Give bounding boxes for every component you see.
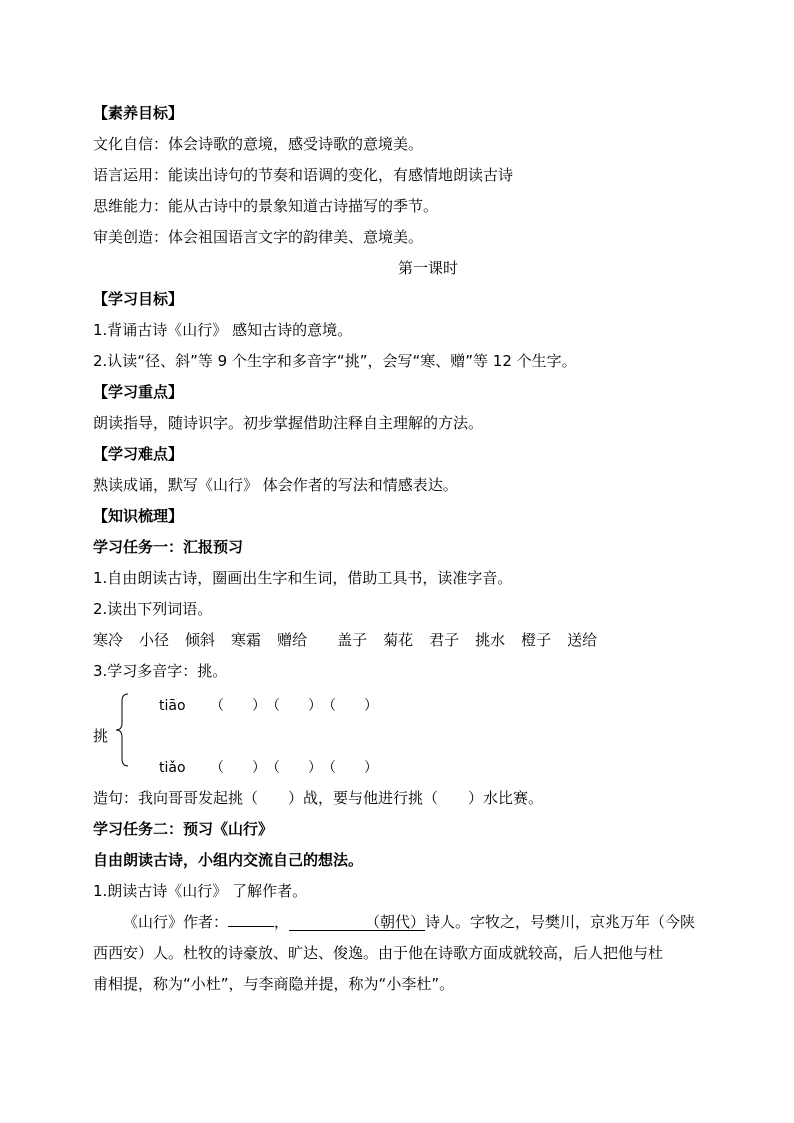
pinyin-row: [159, 695, 378, 715]
focus-text: 朗读指导，随诗识字。初步掌握借助注释自主理解的方法。: [93, 414, 484, 432]
author-paragraph: [93, 907, 703, 938]
literacy-item: 审美创造：体会祖国语言文字的韵律美、意境美。: [93, 228, 424, 246]
author-paragraph-line: 西西安）人。杜牧的诗豪放、旷达、俊逸。由于他在诗歌方面成就较高，后人把他与杜: [93, 944, 664, 962]
answer-blank[interactable]: （ ）: [209, 698, 266, 714]
task1-title: 学习任务一：汇报预习: [93, 538, 244, 556]
word: 送给: [567, 631, 598, 649]
brace-icon: [115, 693, 129, 767]
author-paragraph-line: 甫相提，称为“小杜”，与李商隐并提，称为“小李杜”。: [93, 975, 455, 993]
document-body: [93, 98, 703, 1000]
polyphone-diagram: [93, 687, 703, 783]
task2-title: 学习任务二：预习《山行》: [93, 820, 274, 838]
sentence-exercise: 造句：我向哥哥发起挑（ ）战，要与他进行挑（ ）水比赛。: [93, 789, 544, 807]
word: 寒霜: [231, 631, 262, 649]
goal-item: 1.背诵古诗《山行》 感知古诗的意境。: [93, 321, 353, 339]
dynasty-label: （朝代）: [365, 913, 426, 931]
pinyin: tiǎo: [159, 760, 186, 776]
word-list: [93, 625, 703, 656]
answer-blank[interactable]: （ ）: [265, 760, 322, 776]
word: 盖子: [337, 631, 368, 649]
word: 挑水: [475, 631, 506, 649]
polyphone-char: 挑: [93, 727, 109, 745]
answer-blank[interactable]: （ ）: [209, 760, 266, 776]
literacy-item: 思维能力：能从古诗中的景象知道古诗描写的季节。: [93, 197, 439, 215]
word: 君子: [429, 631, 460, 649]
word: 菊花: [383, 631, 414, 649]
literacy-item: 文化自信：体会诗歌的意境，感受诗歌的意境美。: [93, 135, 424, 153]
fill-blank[interactable]: [228, 910, 274, 927]
focus-heading: 【学习重点】: [93, 383, 184, 401]
knowledge-heading: 【知识梳理】: [93, 507, 184, 525]
literacy-heading: 【素养目标】: [93, 104, 184, 122]
fill-blank-dynasty[interactable]: [289, 914, 425, 931]
task1-step2: 2.读出下列词语。: [93, 600, 213, 618]
word: 小径: [139, 631, 170, 649]
task2-step1: 1.朗读古诗《山行》 了解作者。: [93, 882, 308, 900]
task1-step1: 1.自由朗读古诗，圈画出生字和生词，借助工具书，读准字音。: [93, 569, 513, 587]
answer-blank[interactable]: （ ）: [321, 760, 378, 776]
para-text: 诗人。字牧之，号樊川，京兆万年（今陕: [425, 913, 696, 931]
task1-step3: 3.学习多音字：挑。: [93, 662, 228, 680]
answer-blank[interactable]: （ ）: [265, 698, 322, 714]
literacy-item: 语言运用：能读出诗句的节奏和语调的变化，有感情地朗读古诗: [93, 166, 514, 184]
word: 寒冷: [93, 631, 124, 649]
answer-blank[interactable]: （ ）: [321, 698, 378, 714]
word: 赠给: [277, 631, 308, 649]
difficulty-heading: 【学习难点】: [93, 445, 184, 463]
pinyin: tiāo: [159, 698, 186, 714]
task2-instruction: 自由朗读古诗，小组内交流自己的想法。: [93, 851, 364, 869]
word: 橙子: [521, 631, 552, 649]
pinyin-row: [159, 757, 378, 777]
goals-heading: 【学习目标】: [93, 290, 184, 308]
para-text: 《山行》作者：: [123, 913, 229, 931]
para-text: ，: [274, 913, 290, 931]
goal-item: 2.认读“径、斜”等 9 个生字和多音字“挑”，会写“寒、赠”等 12 个生字。: [93, 352, 577, 370]
difficulty-text: 熟读成诵，默写《山行》 体会作者的写法和情感表达。: [93, 476, 458, 494]
word: 倾斜: [185, 631, 216, 649]
lesson-title: 第一课时: [397, 259, 458, 277]
